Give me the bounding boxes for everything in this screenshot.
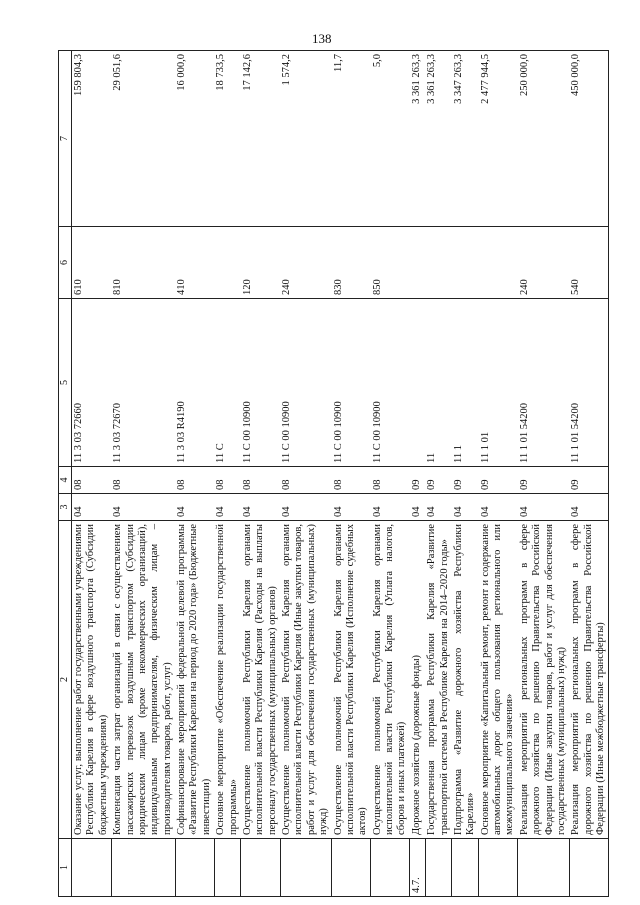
target-article-cell: 11 3 03 R4190 — [175, 299, 214, 467]
amount-cell: 159 804,3 — [72, 51, 112, 227]
subsection-code-cell: 08 — [214, 467, 241, 494]
section-code-cell: 04 — [241, 494, 280, 521]
table-row — [175, 51, 214, 897]
section-code-cell: 04 — [371, 494, 410, 521]
section-code-cell: 04 — [72, 494, 112, 521]
subsection-code-cell: 08 — [175, 467, 214, 494]
header-cell: 3 — [59, 494, 72, 521]
subsection-code-cell: 09 — [410, 467, 425, 494]
expense-name-cell: Основное мероприятие «Обеспечение реализации государственной программы» — [214, 521, 241, 839]
expense-name-cell: Государственная программа Республики Карелия «Развитие транспортной системы в Республике Карелия на 2014–2020 годы» — [425, 521, 452, 839]
table-row — [111, 51, 175, 897]
amount-cell: 3 361 263,3 — [410, 51, 425, 227]
expense-name-cell: Осуществление полномочий Республики Карелия органами исполнительной власти Республики Карелия (Иные закупки товаров, работ и услуг для обеспечения государственных (муниципальных) нужд) — [280, 521, 332, 839]
target-article-cell: 11 3 03 72670 — [111, 299, 175, 467]
header-cell: 2 — [59, 521, 72, 839]
rotated-table-container — [58, 51, 606, 897]
row-number-cell — [241, 839, 280, 897]
header-cell: 5 — [59, 299, 72, 467]
amount-cell: 11,7 — [332, 51, 371, 227]
table-row — [425, 51, 452, 897]
expense-type-cell: 240 — [280, 227, 332, 299]
target-article-cell: 11 1 01 — [479, 299, 518, 467]
target-article-cell: 11 1 01 54200 — [569, 299, 609, 467]
page-number: 138 — [312, 31, 332, 46]
target-article-cell: 11 3 03 72660 — [72, 299, 112, 467]
amount-cell: 2 477 944,5 — [479, 51, 518, 227]
row-number-cell — [452, 839, 479, 897]
header-cell: 4 — [59, 467, 72, 494]
subsection-code-cell: 08 — [241, 467, 280, 494]
row-number-cell — [479, 839, 518, 897]
target-article-cell: 11 С 00 10900 — [332, 299, 371, 467]
section-code-cell: 04 — [518, 494, 570, 521]
target-article-cell: 11 1 01 54200 — [518, 299, 570, 467]
row-number-cell — [175, 839, 214, 897]
amount-cell: 1 574,2 — [280, 51, 332, 227]
expense-type-cell: 120 — [241, 227, 280, 299]
expense-name-cell: Софинансирование мероприятий федеральной целевой программы «Развитие Республики Карелия на период до 2020 года» (Бюджетные инвестиции) — [175, 521, 214, 839]
target-article-cell: 11 С 00 10900 — [280, 299, 332, 467]
expense-type-cell: 850 — [371, 227, 410, 299]
expense-name-cell: Компенсация части затрат организаций в связи с осуществлением пассажирских перевозок воздушным транспортом (Субсидии юридическим лицам (кроме некоммерческих организаций), индивидуальным предпринимателям, физическим лицам – производителям товаров, работ, услуг) — [111, 521, 175, 839]
subsection-code-cell: 08 — [280, 467, 332, 494]
subsection-code-cell: 09 — [425, 467, 452, 494]
section-code-cell: 04 — [569, 494, 609, 521]
subsection-code-cell: 09 — [452, 467, 479, 494]
row-number-cell — [425, 839, 452, 897]
expense-name-cell: Реализация мероприятий региональных программ в сфере дорожного хозяйства по решению Правительства Российской Федерации (Иные межбюджетные трансферты) — [569, 521, 609, 839]
table-row — [371, 51, 410, 897]
amount-cell: 3 347 263,3 — [452, 51, 479, 227]
row-number-cell — [280, 839, 332, 897]
expense-type-cell: 830 — [332, 227, 371, 299]
row-number-cell — [371, 839, 410, 897]
expense-type-cell: 810 — [111, 227, 175, 299]
expense-name-cell: Дорожное хозяйство (дорожные фонды) — [410, 521, 425, 839]
table-row — [214, 51, 241, 897]
section-code-cell: 04 — [280, 494, 332, 521]
amount-cell: 450 000,0 — [569, 51, 609, 227]
expense-type-cell — [425, 227, 452, 299]
row-number-cell — [332, 839, 371, 897]
header-cell: 6 — [59, 227, 72, 299]
expense-type-cell — [410, 227, 425, 299]
amount-cell: 5,0 — [371, 51, 410, 227]
expense-type-cell: 610 — [72, 227, 112, 299]
section-code-cell: 04 — [332, 494, 371, 521]
table-body — [72, 51, 609, 897]
expense-name-cell: Реализация мероприятий региональных программ в сфере дорожного хозяйства по решению Правительства Российской Федерации (Иные закупки товаров, работ и услуг для обеспечения государственных (муниципальных) нужд) — [518, 521, 570, 839]
row-number-cell — [111, 839, 175, 897]
subsection-code-cell: 09 — [569, 467, 609, 494]
table-row — [452, 51, 479, 897]
row-number-cell — [214, 839, 241, 897]
section-code-cell: 04 — [175, 494, 214, 521]
subsection-code-cell: 08 — [72, 467, 112, 494]
table-row — [410, 51, 425, 897]
subsection-code-cell: 09 — [479, 467, 518, 494]
target-article-cell: 11 — [425, 299, 452, 467]
header-cell: 7 — [59, 51, 72, 227]
table-row — [241, 51, 280, 897]
target-article-cell: 11 С — [214, 299, 241, 467]
table-header-row — [59, 51, 72, 897]
table-row — [332, 51, 371, 897]
row-number-cell: 4.7. — [410, 839, 425, 897]
amount-cell: 17 142,6 — [241, 51, 280, 227]
subsection-code-cell: 09 — [518, 467, 570, 494]
row-number-cell — [518, 839, 570, 897]
expense-type-cell — [214, 227, 241, 299]
expense-name-cell: Осуществление полномочий Республики Карелия органами исполнительной власти Республики Карелия (Уплата налогов, сборов и иных платежей) — [371, 521, 410, 839]
target-article-cell: 11 С 00 10900 — [371, 299, 410, 467]
section-code-cell: 04 — [111, 494, 175, 521]
section-code-cell: 04 — [479, 494, 518, 521]
subsection-code-cell: 08 — [111, 467, 175, 494]
row-number-cell — [72, 839, 112, 897]
table-row — [569, 51, 609, 897]
target-article-cell: 11 1 — [452, 299, 479, 467]
row-number-cell — [569, 839, 609, 897]
section-code-cell: 04 — [214, 494, 241, 521]
amount-cell: 250 000,0 — [518, 51, 570, 227]
target-article-cell: 11 С 00 10900 — [241, 299, 280, 467]
expense-name-cell: Основное мероприятие «Капитальный ремонт, ремонт и содержание автомобильных дорог общего пользования регионального или межмуниципального значения» — [479, 521, 518, 839]
section-code-cell: 04 — [452, 494, 479, 521]
target-article-cell — [410, 299, 425, 467]
table-row — [72, 51, 112, 897]
amount-cell: 3 361 263,3 — [425, 51, 452, 227]
table-row — [518, 51, 570, 897]
subsection-code-cell: 08 — [371, 467, 410, 494]
section-code-cell: 04 — [425, 494, 452, 521]
amount-cell: 18 733,5 — [214, 51, 241, 227]
expense-type-cell — [479, 227, 518, 299]
subsection-code-cell: 08 — [332, 467, 371, 494]
section-code-cell: 04 — [410, 494, 425, 521]
amount-cell: 29 051,6 — [111, 51, 175, 227]
header-cell: 1 — [59, 839, 72, 897]
expense-name-cell: Осуществление полномочий Республики Карелия органами исполнительной власти Республики Карелия (Исполнение судебных актов) — [332, 521, 371, 839]
budget-table — [58, 50, 609, 897]
expense-type-cell: 240 — [518, 227, 570, 299]
table-row — [479, 51, 518, 897]
expense-type-cell: 540 — [569, 227, 609, 299]
expense-name-cell: Подпрограмма «Развитие дорожного хозяйства Республики Карелия» — [452, 521, 479, 839]
expense-name-cell: Осуществление полномочий Республики Карелия органами исполнительной власти Республики Карелия (Расходы на выплаты персоналу государственных (муниципальных) органов) — [241, 521, 280, 839]
expense-type-cell: 410 — [175, 227, 214, 299]
expense-name-cell: Оказание услуг, выполнение работ государственными учреждениями Республики Карелия в сфере воздушного транспорта (Субсидии бюджетным учреждениям) — [72, 521, 112, 839]
expense-type-cell — [452, 227, 479, 299]
table-row — [280, 51, 332, 897]
document-body — [58, 51, 606, 897]
amount-cell: 16 000,0 — [175, 51, 214, 227]
